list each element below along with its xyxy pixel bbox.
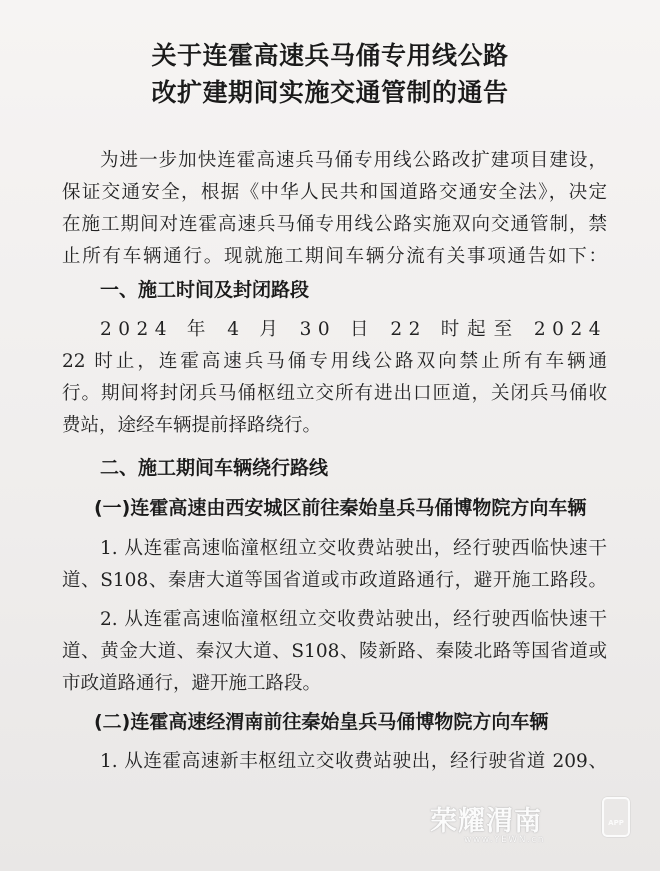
watermark-url: www.YEWN.cn [464, 835, 545, 845]
section-1-line-3: 行。期间将封闭兵马俑枢纽立交所有进出口匝道，关闭兵马俑收 [62, 383, 607, 404]
subsection-1-item-1-line-1: 1. 从连霍高速临潼枢纽立交收费站驶出，经行驶西临快速干 [100, 538, 607, 559]
subsection-1-heading: (一)连霍高速由西安城区前往秦始皇兵马俑博物院方向车辆 [94, 497, 587, 519]
watermark-app-label: APP [608, 819, 624, 827]
subsection-1-item-2-line-2: 道、黄金大道、秦汉大道、S108、陵新路、秦陵北路等国省道或 [62, 641, 607, 662]
section-1-line-2: 22 时止，连霍高速兵马俑专用线公路双向禁止所有车辆通 [62, 351, 607, 372]
subsection-2-item-1-line-1: 1. 从连霍高速新丰枢纽立交收费站驶出，经行驶省道 209、 [100, 751, 607, 772]
subsection-1-item-2-line-1: 2. 从连霍高速临潼枢纽立交收费站驶出，经行驶西临快速干 [100, 609, 607, 630]
watermark-brand-text: 荣耀渭南 [430, 806, 542, 837]
intro-line-4: 止所有车辆通行。现就施工期间车辆分流有关事项通告如下： [62, 246, 607, 267]
watermark-logo [430, 797, 630, 847]
section-1-heading: 一、施工时间及封闭路段 [100, 279, 310, 301]
section-1-line-4: 费站，途经车辆提前择路绕行。 [62, 415, 322, 436]
phone-app-icon [602, 797, 630, 837]
subsection-2-heading: (二)连霍高速经渭南前往秦始皇兵马俑博物院方向车辆 [94, 711, 549, 733]
subsection-1-item-1-line-2: 道、S108、秦唐大道等国省道或市政道路通行，避开施工路段。 [62, 570, 607, 591]
notice-title-line-2: 改扩建期间实施交通管制的通告 [151, 78, 509, 107]
section-1-line-1: 2024 年 4 月 30 日 22 时起至 2024 [100, 319, 607, 340]
intro-line-3: 在施工期间对连霍高速兵马俑专用线公路实施双向交通管制，禁 [62, 214, 607, 235]
intro-line-1: 为进一步加快连霍高速兵马俑专用线公路改扩建项目建设， [100, 150, 607, 171]
intro-line-2: 保证交通安全，根据《中华人民共和国道路交通安全法》，决定 [62, 182, 607, 203]
notice-title-line-1: 关于连霍高速兵马俑专用线公路 [151, 41, 509, 70]
subsection-1-item-2-line-3: 市政道路通行，避开施工路段。 [62, 673, 322, 694]
section-2-heading: 二、施工期间车辆绕行路线 [100, 457, 329, 479]
